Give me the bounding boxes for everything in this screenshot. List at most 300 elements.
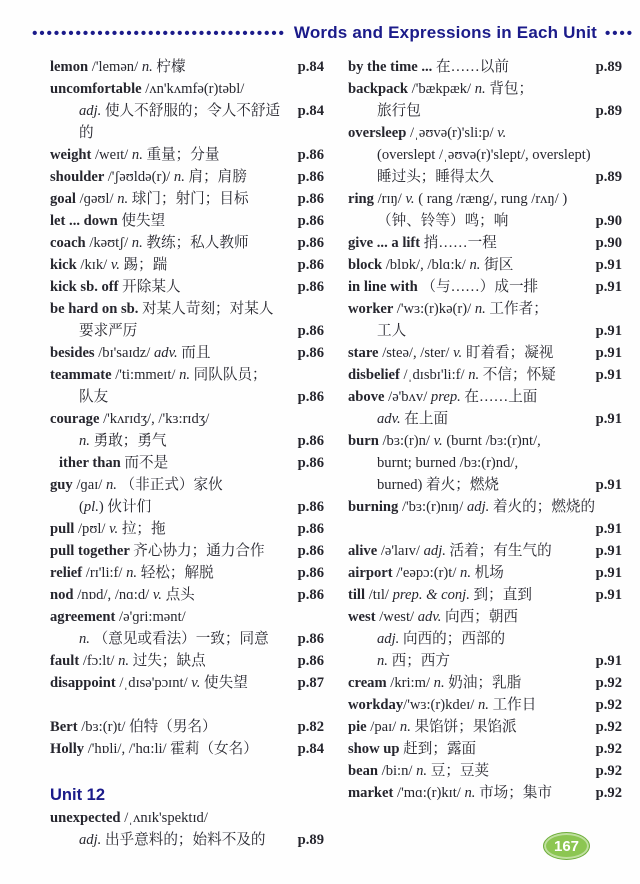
- part-of-speech: v.: [110, 257, 124, 273]
- part-of-speech: n.: [117, 191, 132, 207]
- entry-line: [348, 122, 622, 144]
- part-of-speech: adj.: [377, 631, 403, 647]
- entry-text: [348, 606, 622, 628]
- chinese-gloss: 旅行包: [377, 103, 421, 119]
- phonetic: /'bɜ:(r)nɪŋ/: [401, 499, 467, 515]
- headword: fault: [50, 653, 83, 669]
- headword: by the time ...: [348, 59, 436, 75]
- entry-line: [348, 606, 622, 628]
- entry-line: [348, 452, 622, 474]
- entry-text: [377, 452, 622, 474]
- part-of-speech: n.: [477, 697, 493, 713]
- entry-line: [348, 584, 622, 606]
- headword: unexpected: [50, 810, 125, 826]
- chinese-gloss: 工作日: [492, 697, 537, 713]
- phonetic: /ˌʌnɪk'spektɪd/: [124, 810, 208, 826]
- phonetic: /'wɜ:(r)kə(r)/: [396, 301, 475, 317]
- chinese-gloss: 伯特（男名）: [129, 719, 217, 735]
- entry-line: [348, 540, 622, 562]
- headword: burn: [348, 433, 383, 449]
- headword: disappoint: [50, 675, 120, 691]
- page-ref: p.92: [595, 719, 622, 735]
- entry-line: [348, 430, 622, 452]
- entry-line: [348, 100, 622, 122]
- chinese-gloss: 伙计们: [107, 499, 152, 515]
- chinese-gloss: 赶到；露面: [403, 741, 477, 757]
- entry-text: [348, 364, 593, 386]
- entry-text: [348, 738, 593, 760]
- chinese-gloss: 市场；集市: [479, 785, 553, 801]
- entry-line: [50, 254, 324, 276]
- entry-text: [50, 606, 324, 628]
- phonetic: /nɒd/, /nɑ:d/: [77, 587, 153, 603]
- vocabulary-columns: [50, 56, 622, 884]
- chinese-gloss: 踢；踹: [123, 257, 168, 273]
- entry-text: [377, 144, 622, 166]
- chinese-gloss: 出乎意料的；始料不及的: [104, 832, 266, 848]
- entry-text: [79, 320, 295, 342]
- page-ref: p.86: [297, 389, 324, 405]
- page-ref: p.92: [595, 763, 622, 779]
- part-of-speech: adj.: [79, 832, 105, 848]
- entry-line: [50, 144, 324, 166]
- entry-line: [348, 276, 622, 298]
- chinese-gloss: 霍莉（女名）: [170, 741, 258, 757]
- chinese-gloss: 在……上面: [464, 389, 538, 405]
- page-header: [0, 20, 640, 46]
- phonetic: /'mɑ:(r)kɪt/: [397, 785, 465, 801]
- entry-line: [50, 386, 324, 408]
- headword: shoulder: [50, 169, 108, 185]
- chinese-gloss: 着火；燃烧: [426, 477, 500, 493]
- headword: be hard on sb.: [50, 301, 143, 317]
- page-ref: p.86: [297, 213, 324, 229]
- entry-line: [348, 188, 622, 210]
- part-of-speech: prep.: [430, 389, 465, 405]
- part-of-speech: n.: [469, 257, 485, 273]
- headword: Bert: [50, 719, 82, 735]
- entry-line: [348, 408, 622, 430]
- chinese-gloss: 果馅饼；果馅派: [414, 719, 517, 735]
- headword: pull together: [50, 543, 134, 559]
- unit-heading: [50, 784, 324, 807]
- right-column: [348, 56, 622, 884]
- phonetic: /pʊl/: [78, 521, 110, 537]
- entry-line: [348, 518, 622, 540]
- chinese-gloss: 到；直到: [473, 587, 532, 603]
- page-ref: p.86: [297, 565, 324, 581]
- page-ref: p.91: [595, 345, 622, 361]
- entry-text: [348, 716, 593, 738]
- chinese-gloss: 要求严厉: [79, 323, 138, 339]
- entry-text: [348, 672, 593, 694]
- part-of-speech: n.: [179, 367, 194, 383]
- part-of-speech: n.: [468, 367, 483, 383]
- headword: goal: [50, 191, 80, 207]
- page-ref: p.86: [297, 191, 324, 207]
- phonetic: /ˌəʊvə(r)'sli:p/: [410, 125, 498, 141]
- headword: courage: [50, 411, 104, 427]
- header-dotted-rule-left: •••••••••••••••••••••••••••••••••••: [32, 24, 286, 42]
- headword: in line with: [348, 279, 422, 295]
- entry-line: [50, 188, 324, 210]
- headword: pie: [348, 719, 371, 735]
- entry-line: [348, 254, 622, 276]
- phonetic: /steə/, /ster/: [382, 345, 454, 361]
- part-of-speech: n.: [79, 631, 94, 647]
- entry-text: [79, 430, 295, 452]
- entry-line: [50, 496, 324, 518]
- headword: relief: [50, 565, 86, 581]
- header-dotted-rule-right: ••••: [604, 24, 634, 42]
- entry-text: [377, 408, 593, 430]
- chinese-gloss: 捎……一程: [423, 235, 497, 251]
- entry-line: [50, 364, 324, 386]
- phonetic: /ˌdɪsbɪ'li:f/: [403, 367, 469, 383]
- page-ref: p.89: [297, 832, 324, 848]
- chinese-gloss: 轻松；解脱: [140, 565, 214, 581]
- page-ref: p.91: [595, 653, 622, 669]
- chinese-gloss: 活着；有生气的: [449, 543, 552, 559]
- phonetic: /'bækpæk/: [411, 81, 475, 97]
- part-of-speech: n.: [118, 653, 133, 669]
- entry-text: [50, 807, 324, 829]
- headword: give ... a lift: [348, 235, 424, 251]
- part-of-speech: n.: [377, 653, 392, 669]
- entry-line: [50, 518, 324, 540]
- entry-line: [50, 606, 324, 628]
- page-ref: p.91: [595, 279, 622, 295]
- entry-text: [348, 584, 593, 606]
- entry-text: [50, 232, 295, 254]
- headword: let ... down: [50, 213, 122, 229]
- entry-text: [50, 672, 295, 694]
- page-ref: p.86: [297, 631, 324, 647]
- entry-text: [377, 474, 593, 496]
- phonetic: (overslept /ˌəʊvə(r)'slept/, overslept): [377, 147, 591, 163]
- part-of-speech: prep. & conj.: [392, 587, 474, 603]
- chinese-gloss: 工作者；: [489, 301, 548, 317]
- entry-text: [348, 562, 593, 584]
- entry-text: [50, 276, 295, 298]
- page-ref: p.86: [297, 169, 324, 185]
- entry-line: [348, 386, 622, 408]
- headword: coach: [50, 235, 90, 251]
- entry-text: [348, 56, 593, 78]
- phonetic: /bɪ'saɪdz/: [98, 345, 154, 361]
- part-of-speech: adj.: [466, 499, 493, 515]
- chinese-gloss: 背包；: [489, 81, 534, 97]
- phonetic: /'lemən/: [91, 59, 142, 75]
- page-ref: p.86: [297, 543, 324, 559]
- entry-text: [348, 760, 593, 782]
- part-of-speech: v.: [405, 191, 419, 207]
- entry-line: [348, 78, 622, 100]
- entry-line: [50, 738, 324, 760]
- chinese-gloss: 重量；分量: [146, 147, 220, 163]
- entry-text: [377, 210, 593, 232]
- page-ref: p.86: [297, 345, 324, 361]
- page-ref: p.89: [595, 103, 622, 119]
- entry-line: [50, 562, 324, 584]
- phonetic: /rɪ'li:f/: [85, 565, 127, 581]
- part-of-speech: n.: [79, 433, 94, 449]
- entry-line: [50, 78, 324, 100]
- chinese-gloss: 使失望: [204, 675, 248, 691]
- headword: besides: [50, 345, 99, 361]
- part-of-speech: adv.: [153, 345, 182, 361]
- chinese-gloss: 齐心协力；通力合作: [133, 543, 265, 559]
- left-column: [50, 56, 324, 884]
- entry-text: [79, 829, 295, 851]
- entry-line: [348, 56, 622, 78]
- phonetic: /kri:m/: [390, 675, 434, 691]
- chinese-gloss: 机场: [474, 565, 504, 581]
- headword: bean: [348, 763, 382, 779]
- part-of-speech: v.: [453, 345, 466, 361]
- chinese-gloss: 而且: [181, 345, 211, 361]
- entry-line: [348, 144, 622, 166]
- part-of-speech: n.: [126, 565, 141, 581]
- entry-text: [59, 452, 295, 474]
- chinese-gloss: 睡过头；睡得太久: [377, 169, 494, 185]
- phonetic: (burnt /bɜ:(r)nt/,: [446, 433, 541, 449]
- headword: above: [348, 389, 389, 405]
- page-ref: p.84: [297, 103, 324, 119]
- entry-text: [348, 782, 593, 804]
- entry-text: [79, 100, 295, 144]
- page-ref: p.86: [297, 433, 324, 449]
- headword: west: [348, 609, 380, 625]
- page-ref: p.86: [297, 147, 324, 163]
- entry-text: [348, 430, 622, 452]
- entry-line: [50, 320, 324, 342]
- chinese-gloss: 肩；肩膀: [188, 169, 247, 185]
- entry-text: [50, 342, 295, 364]
- entry-text: [50, 364, 324, 386]
- entry-text: [79, 628, 295, 650]
- entry-text: [348, 232, 593, 254]
- headword: pull: [50, 521, 78, 537]
- entry-text: [348, 254, 593, 276]
- spacer: [50, 760, 324, 782]
- headword: nod: [50, 587, 78, 603]
- phonetic: (: [79, 499, 84, 515]
- chinese-gloss: 豆；豆荚: [430, 763, 490, 779]
- entry-line: [50, 807, 324, 829]
- headword: teammate: [50, 367, 116, 383]
- entry-text: [50, 254, 295, 276]
- headword: block: [348, 257, 386, 273]
- entry-line: [50, 342, 324, 364]
- entry-line: [50, 100, 324, 144]
- entry-text: [50, 716, 295, 738]
- page-number-badge: 167: [543, 832, 590, 860]
- chinese-gloss: 球门；射门；目标: [131, 191, 249, 207]
- phonetic: /kɪk/: [80, 257, 111, 273]
- headword: guy: [50, 477, 77, 493]
- phonetic: /ˌdɪsə'pɔɪnt/: [119, 675, 192, 691]
- page-ref: p.86: [297, 323, 324, 339]
- page-ref: p.86: [297, 279, 324, 295]
- part-of-speech: v.: [191, 675, 204, 691]
- chinese-gloss: 勇敢；勇气: [93, 433, 167, 449]
- headword: ring: [348, 191, 378, 207]
- entry-text: [348, 298, 622, 320]
- entry-text: [50, 210, 295, 232]
- entry-line: [348, 672, 622, 694]
- entry-line: [50, 452, 324, 474]
- part-of-speech: n.: [474, 81, 490, 97]
- phonetic: /ə'bʌv/: [388, 389, 431, 405]
- chinese-gloss: 着火的；燃烧的: [492, 499, 596, 515]
- headword: workday: [348, 697, 404, 713]
- phonetic: /'hɒli/, /'hɑ:li/: [87, 741, 171, 757]
- entry-line: [348, 364, 622, 386]
- chinese-gloss: （意见或看法）一致；同意: [93, 631, 269, 647]
- chinese-gloss: 盯着看；凝视: [465, 345, 554, 361]
- entry-line: [348, 716, 622, 738]
- phonetic: burnt; burned /bɜ:(r)nd/,: [377, 455, 519, 471]
- entry-text: [50, 474, 324, 496]
- phonetic: ): [98, 499, 108, 515]
- entry-line: [348, 298, 622, 320]
- chinese-gloss: 在……以前: [435, 59, 509, 75]
- chinese-gloss: 柠檬: [156, 59, 186, 75]
- chinese-gloss: 队友: [79, 389, 109, 405]
- entry-text: [79, 386, 295, 408]
- headword: disbelief: [348, 367, 404, 383]
- chinese-gloss: （与……）成一排: [421, 279, 539, 295]
- headword: lemon: [50, 59, 92, 75]
- phonetic: /bi:n/: [381, 763, 417, 779]
- entry-line: [50, 430, 324, 452]
- chinese-gloss: 拉；拖: [121, 521, 166, 537]
- headword: backpack: [348, 81, 412, 97]
- part-of-speech: n.: [464, 785, 480, 801]
- entry-line: [50, 672, 324, 694]
- headword: agreement: [50, 609, 120, 625]
- phonetic: /blɒk/, /blɑ:k/: [385, 257, 470, 273]
- entry-line: [348, 562, 622, 584]
- entry-line: [50, 166, 324, 188]
- entry-text: [50, 166, 295, 188]
- headword: kick sb. off: [50, 279, 123, 295]
- entry-text: [50, 188, 295, 210]
- phonetic: burned): [377, 477, 427, 493]
- page-ref: p.92: [595, 697, 622, 713]
- entry-line: [348, 474, 622, 496]
- part-of-speech: pl.: [83, 499, 99, 515]
- entry-text: [348, 342, 593, 364]
- part-of-speech: n.: [173, 169, 189, 185]
- entry-text: [348, 540, 593, 562]
- part-of-speech: v.: [152, 587, 166, 603]
- entry-line: [348, 650, 622, 672]
- page-ref: p.90: [595, 235, 622, 251]
- chinese-gloss: 使人不舒服的；令人不舒适的: [79, 103, 281, 141]
- entry-line: [50, 56, 324, 78]
- phonetic: /'wɜ:(r)kdeɪ/: [403, 697, 478, 713]
- page-ref: p.82: [297, 719, 324, 735]
- headword: Holly: [50, 741, 88, 757]
- part-of-speech: adv.: [417, 609, 446, 625]
- page-ref: p.86: [297, 455, 324, 471]
- phonetic: /bɜ:(r)t/: [81, 719, 130, 735]
- headword: alive: [348, 543, 381, 559]
- page-ref: p.87: [297, 675, 324, 691]
- entry-text: [348, 276, 593, 298]
- page-ref: p.91: [595, 367, 622, 383]
- entry-line: [348, 760, 622, 782]
- page-ref: p.92: [595, 785, 622, 801]
- entry-text: [377, 320, 593, 342]
- part-of-speech: n.: [399, 719, 415, 735]
- phonetic: ( rang /ræng/, rung /rʌŋ/ ): [418, 191, 568, 207]
- page-ref: p.90: [595, 213, 622, 229]
- part-of-speech: v.: [109, 521, 122, 537]
- entry-text: [50, 540, 295, 562]
- part-of-speech: adj.: [79, 103, 105, 119]
- page-ref: p.89: [595, 59, 622, 75]
- entry-line: [348, 166, 622, 188]
- entry-line: [50, 650, 324, 672]
- page-ref: p.89: [595, 169, 622, 185]
- entry-text: [377, 166, 593, 188]
- part-of-speech: v.: [433, 433, 447, 449]
- entry-line: [348, 782, 622, 804]
- phonetic: /tɪl/: [368, 587, 393, 603]
- chinese-gloss: 开除某人: [122, 279, 181, 295]
- chinese-gloss: 工人: [377, 323, 407, 339]
- entry-text: [50, 650, 295, 672]
- entry-line: [348, 210, 622, 232]
- part-of-speech: v.: [497, 125, 507, 141]
- entry-text: [348, 694, 593, 716]
- entry-line: [50, 276, 324, 298]
- chinese-gloss: 不信；怀疑: [482, 367, 556, 383]
- page-ref: p.84: [297, 741, 324, 757]
- entry-line: [50, 540, 324, 562]
- entry-line: [50, 716, 324, 738]
- phonetic: /bɜ:(r)n/: [382, 433, 434, 449]
- unit-title: Unit 12: [50, 786, 106, 804]
- page-ref: p.92: [595, 675, 622, 691]
- entry-text: [50, 738, 295, 760]
- headword: airport: [348, 565, 397, 581]
- phonetic: /fɔ:lt/: [82, 653, 119, 669]
- phonetic: /ɡaɪ/: [76, 477, 106, 493]
- headword: burning: [348, 499, 402, 515]
- entry-text: [348, 386, 622, 408]
- headword: till: [348, 587, 369, 603]
- page-ref: p.86: [297, 521, 324, 537]
- entry-line: [50, 298, 324, 320]
- phonetic: /ə'laɪv/: [380, 543, 424, 559]
- entry-line: [50, 584, 324, 606]
- part-of-speech: n.: [131, 147, 147, 163]
- chinese-gloss: （钟、铃等）鸣；响: [377, 213, 509, 229]
- entry-text: [348, 496, 622, 518]
- page-ref: p.91: [595, 543, 622, 559]
- part-of-speech: adj.: [423, 543, 450, 559]
- page-ref: p.91: [595, 587, 622, 603]
- part-of-speech: n.: [416, 763, 431, 779]
- chinese-gloss: 在上面: [404, 411, 449, 427]
- entry-line: [348, 738, 622, 760]
- page-ref: p.91: [595, 411, 622, 427]
- phonetic: /'ʃəʊldə(r)/: [107, 169, 174, 185]
